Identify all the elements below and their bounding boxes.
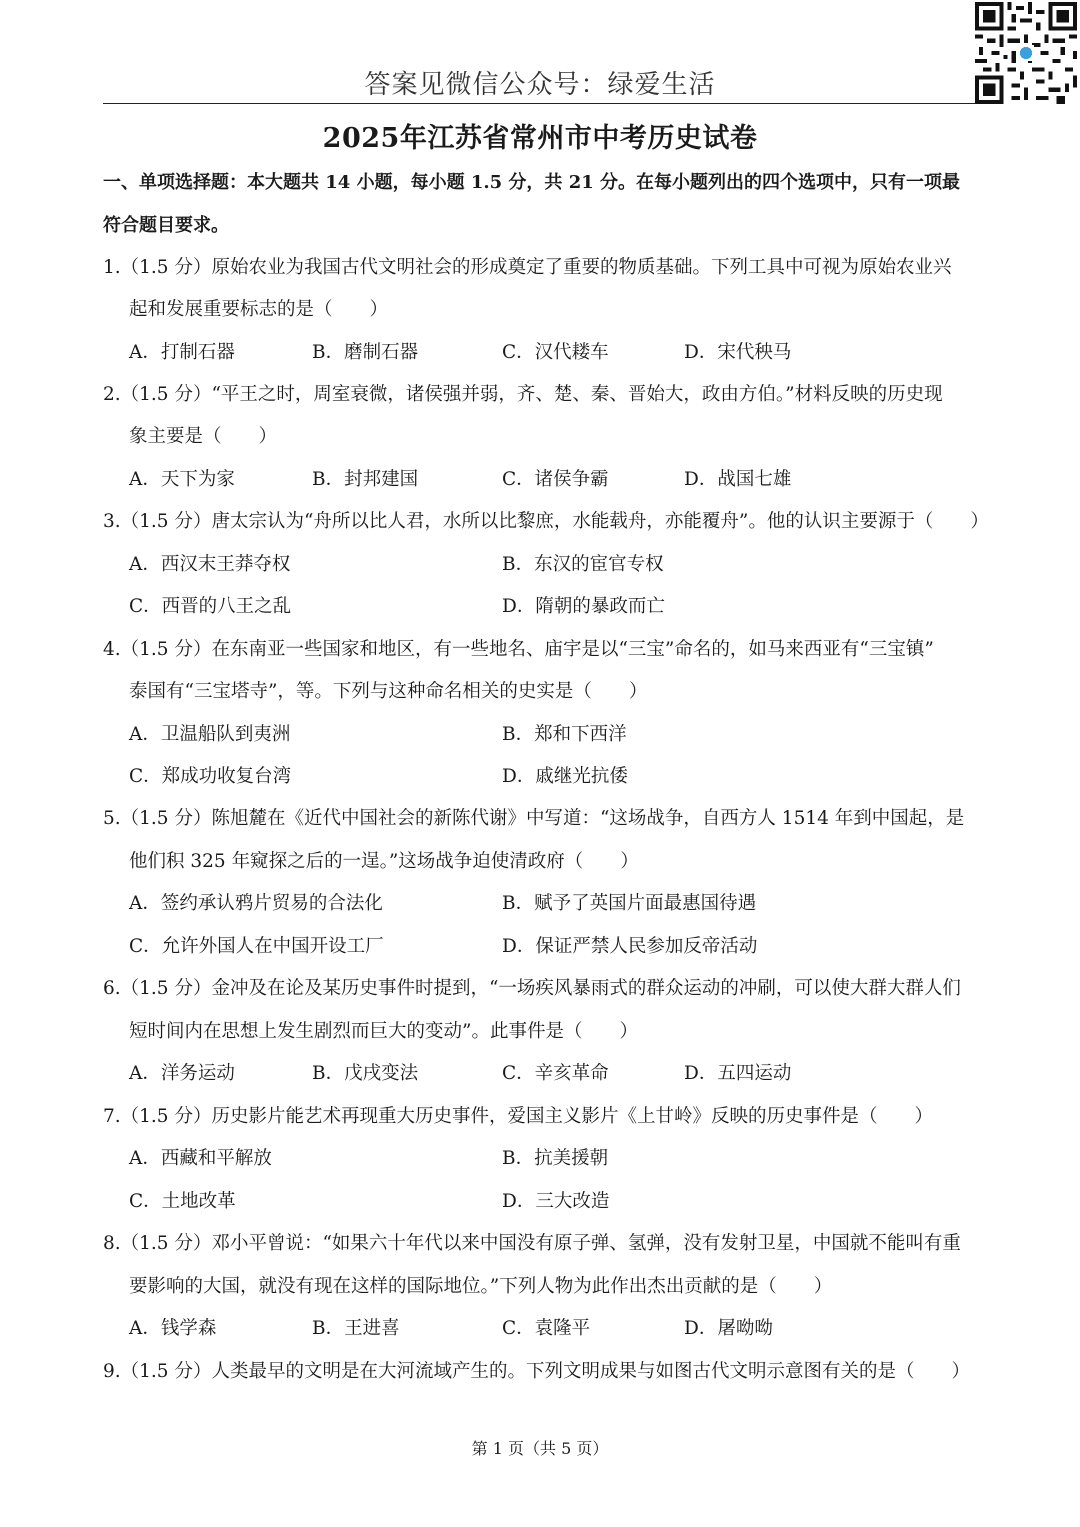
question-1-options bbox=[129, 339, 989, 367]
option-c[interactable]: C．辛亥革命 bbox=[502, 1063, 609, 1084]
option-d[interactable]: D．保证严禁人民参加反帝活动 bbox=[502, 936, 758, 957]
option-d[interactable]: D．隋朝的暴政而亡 bbox=[502, 596, 665, 617]
question-8-line1: 8.（1.5 分）邓小平曾说：“如果六十年代以来中国没有原子弹、氢弹，没有发射卫星，中国就不能叫有重 bbox=[103, 1233, 961, 1254]
option-a[interactable]: A．签约承认鸦片贸易的合法化 bbox=[129, 893, 383, 914]
option-d[interactable]: D．宋代秧马 bbox=[684, 342, 792, 363]
question-9-line1: 9.（1.5 分）人类最早的文明是在大河流域产生的。下列文明成果与如图古代文明示意图有关的是（ ） bbox=[103, 1361, 970, 1382]
option-c[interactable]: C．诸侯争霸 bbox=[502, 469, 609, 490]
option-a[interactable]: A．西藏和平解放 bbox=[129, 1148, 272, 1169]
question-4-options-row1 bbox=[129, 721, 989, 749]
option-d[interactable]: D．三大改造 bbox=[502, 1191, 610, 1212]
question-4-options-row2 bbox=[129, 763, 989, 791]
question-2-line2: 象主要是（ ） bbox=[129, 426, 278, 447]
question-4-line1: 4.（1.5 分）在东南亚一些国家和地区，有一些地名、庙宇是以“三宝”命名的，如马来西亚有“三宝镇” bbox=[103, 639, 934, 660]
option-b[interactable]: B．戊戌变法 bbox=[312, 1063, 419, 1084]
option-d[interactable]: D．戚继光抗倭 bbox=[502, 766, 628, 787]
header-divider bbox=[103, 103, 975, 104]
option-b[interactable]: B．东汉的宦官专权 bbox=[502, 554, 664, 575]
option-a[interactable]: A．卫温船队到夷洲 bbox=[129, 724, 291, 745]
question-3-options-row1 bbox=[129, 551, 989, 579]
option-c[interactable]: C．汉代耧车 bbox=[502, 342, 609, 363]
question-4-line2: 泰国有“三宝塔寺”，等。下列与这种命名相关的史实是（ ） bbox=[129, 681, 648, 702]
option-b[interactable]: B．赋予了英国片面最惠国待遇 bbox=[502, 893, 757, 914]
section-heading-line2: 符合题目要求。 bbox=[103, 215, 229, 236]
page-footer: 第 1 页（共 5 页） bbox=[471, 1439, 609, 1458]
option-b[interactable]: B．王进喜 bbox=[312, 1318, 400, 1339]
header-watermark-text: 答案见微信公众号：绿爱生活 bbox=[364, 70, 716, 100]
question-5-options-row2 bbox=[129, 933, 989, 961]
question-6-line1: 6.（1.5 分）金冲及在论及某历史事件时提到，“一场疾风暴雨式的群众运动的冲刷，可以使大群大群人们 bbox=[103, 978, 961, 999]
option-c[interactable]: C．郑成功收复台湾 bbox=[129, 766, 292, 787]
question-5-line1: 5.（1.5 分）陈旭麓在《近代中国社会的新陈代谢》中写道：“这场战争，自西方人 1514 年到中国起，是 bbox=[103, 808, 965, 829]
question-7-line1: 7.（1.5 分）历史影片能艺术再现重大历史事件，爱国主义影片《上甘岭》反映的历史事件是（ ） bbox=[103, 1106, 933, 1127]
question-6-options bbox=[129, 1060, 989, 1088]
question-7-options-row2 bbox=[129, 1188, 989, 1216]
section-heading-line1: 一、单项选择题：本大题共 14 小题，每小题 1.5 分，共 21 分。在每小题列出的四个选项中，只有一项最 bbox=[103, 172, 961, 193]
option-c[interactable]: C．土地改革 bbox=[129, 1191, 236, 1212]
question-6-line2: 短时间内在思想上发生剧烈而巨大的变动”。此事件是（ ） bbox=[129, 1021, 638, 1042]
option-a[interactable]: A．钱学森 bbox=[129, 1318, 217, 1339]
question-2-options bbox=[129, 466, 989, 494]
question-5-line2: 他们积 325 年窥探之后的一逞。”这场战争迫使清政府（ ） bbox=[129, 851, 639, 872]
page-title: 2025年江苏省常州市中考历史试卷 bbox=[322, 123, 758, 154]
question-8-line2: 要影响的大国，就没有现在这样的国际地位。”下列人物为此作出杰出贡献的是（ ） bbox=[129, 1276, 833, 1297]
question-5-options-row1 bbox=[129, 890, 989, 918]
option-b[interactable]: B．封邦建国 bbox=[312, 469, 419, 490]
option-a[interactable]: A．打制石器 bbox=[129, 342, 235, 363]
question-7-options-row1 bbox=[129, 1145, 989, 1173]
question-1-line1: 1.（1.5 分）原始农业为我国古代文明社会的形成奠定了重要的物质基础。下列工具中可视为原始农业兴 bbox=[103, 257, 952, 278]
option-c[interactable]: C．允许外国人在中国开设工厂 bbox=[129, 936, 384, 957]
option-d[interactable]: D．战国七雄 bbox=[684, 469, 792, 490]
question-3-line1: 3.（1.5 分）唐太宗认为“舟所以比人君，水所以比黎庶，水能载舟，亦能覆舟”。他的认识主要源于（ ） bbox=[103, 511, 989, 532]
option-a[interactable]: A．洋务运动 bbox=[129, 1063, 235, 1084]
option-b[interactable]: B．郑和下西洋 bbox=[502, 724, 627, 745]
question-2-line1: 2.（1.5 分）“平王之时，周室衰微，诸侯强并弱，齐、楚、秦、晋始大，政由方伯。”材料反映的历史现 bbox=[103, 384, 943, 405]
question-1-line2: 起和发展重要标志的是（ ） bbox=[129, 299, 389, 320]
option-d[interactable]: D．五四运动 bbox=[684, 1063, 792, 1084]
option-d[interactable]: D．屠呦呦 bbox=[684, 1318, 773, 1339]
option-c[interactable]: C．西晋的八王之乱 bbox=[129, 596, 292, 617]
option-a[interactable]: A．天下为家 bbox=[129, 469, 235, 490]
question-3-options-row2 bbox=[129, 593, 989, 621]
option-b[interactable]: B．抗美援朝 bbox=[502, 1148, 609, 1169]
question-8-options bbox=[129, 1315, 989, 1343]
option-b[interactable]: B．磨制石器 bbox=[312, 342, 419, 363]
option-c[interactable]: C．袁隆平 bbox=[502, 1318, 591, 1339]
option-a[interactable]: A．西汉末王莽夺权 bbox=[129, 554, 291, 575]
